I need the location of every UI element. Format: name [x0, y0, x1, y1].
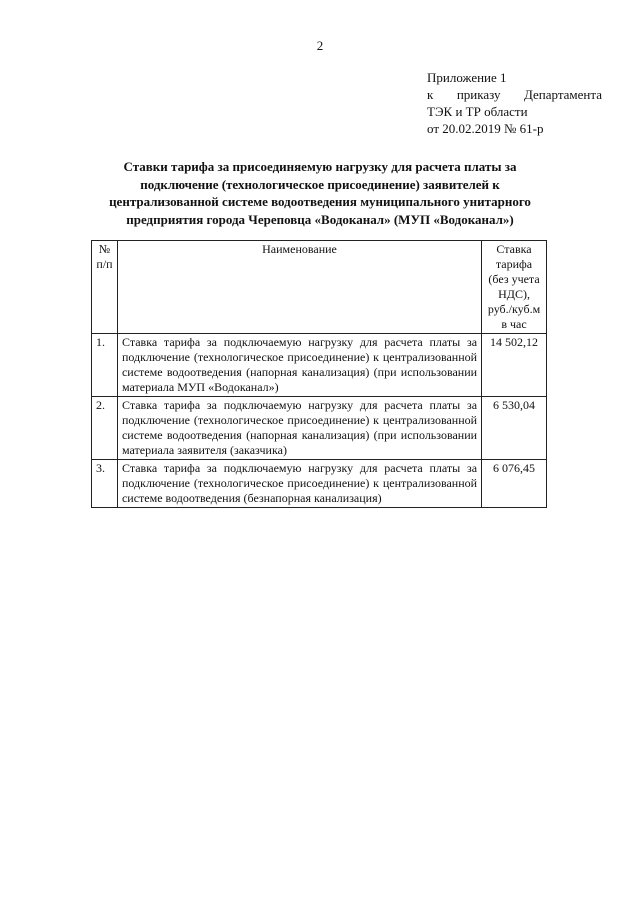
row-name: Ставка тарифа за подключаемую нагрузку для расчета платы за подключение (технологическое присоединение) к централизованной системе водоотведения (безнапорная канализация) [117, 460, 481, 508]
row-rate: 6 530,04 [482, 397, 547, 460]
row-name: Ставка тарифа за подключаемую нагрузку для расчета платы за подключение (технологическое присоединение) к централизованной системе водоотведения (напорная канализация) (при использовании материала МУП «Водоканал») [117, 334, 481, 397]
table-header-row [92, 241, 547, 334]
table-row [92, 397, 547, 460]
page-number: 2 [316, 38, 324, 53]
appendix-word: Департамента [523, 87, 602, 102]
header-name: Наименование [117, 241, 481, 334]
table-row [92, 460, 547, 508]
tariff-table [91, 240, 547, 508]
appendix-line-2 [427, 86, 602, 103]
row-rate: 6 076,45 [482, 460, 547, 508]
table-row [92, 334, 547, 397]
appendix-block [427, 69, 602, 137]
row-num: 3. [92, 460, 118, 508]
appendix-word: приказу [456, 87, 501, 102]
row-num: 2. [92, 397, 118, 460]
row-num: 1. [92, 334, 118, 397]
header-num: № п/п [92, 241, 118, 334]
header-rate: Ставка тарифа (без учета НДС), руб./куб.м в час [482, 241, 547, 334]
row-name: Ставка тарифа за подключаемую нагрузку для расчета платы за подключение (технологическое присоединение) к централизованной системе водоотведения (напорная канализация) (при использовании материала заявителя (заказчика) [117, 397, 481, 460]
appendix-word: к [427, 87, 434, 102]
appendix-line-4: от 20.02.2019 № 61-р [427, 121, 544, 136]
appendix-line-1: Приложение 1 [427, 70, 507, 85]
appendix-line-3: ТЭК и ТР области [427, 104, 528, 119]
row-rate: 14 502,12 [482, 334, 547, 397]
document-title: Ставки тарифа за присоединяемую нагрузку для расчета платы за подключение (технологическое присоединение) заявителей к централизованной системе водоотведения муниципального унитарного предприятия города Череповца «Водоканал» (МУП «Водоканал») [109, 159, 531, 227]
